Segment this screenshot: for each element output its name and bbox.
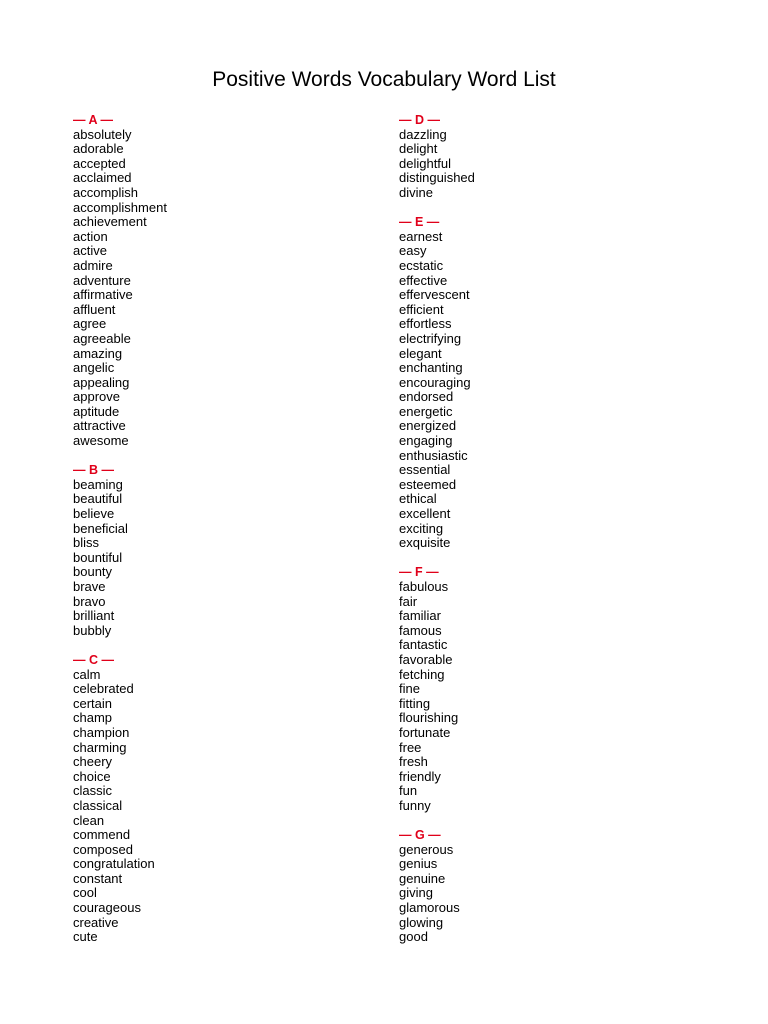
word-item: achievement (73, 214, 147, 230)
word-item: elegant (399, 345, 442, 361)
word-item: genuine (399, 870, 446, 886)
word-item: angelic (73, 360, 115, 376)
word-item: commend (73, 827, 131, 843)
word-item: distinguished (399, 170, 475, 186)
word-item: esteemed (399, 476, 457, 492)
section-header: — C — (73, 652, 114, 667)
word-item: famous (399, 622, 442, 638)
word-item: fair (399, 593, 418, 609)
word-item: composed (73, 841, 133, 857)
word-item: delightful (399, 155, 452, 171)
word-item: ecstatic (399, 257, 444, 273)
word-item: attractive (73, 418, 126, 434)
word-item: efficient (399, 301, 444, 317)
word-item: electrifying (399, 330, 462, 346)
word-item: excellent (399, 506, 451, 522)
word-item: accomplish (73, 184, 139, 200)
letter-section (73, 463, 373, 638)
word-item: genius (399, 856, 438, 872)
word-item: champion (73, 724, 130, 740)
word-item: congratulation (73, 856, 155, 872)
word-item: clean (73, 812, 105, 828)
word-item: delight (399, 141, 438, 157)
word-item: ethical (399, 491, 437, 507)
word-item: glowing (399, 914, 444, 930)
word-column-right (399, 113, 699, 959)
word-item: essential (399, 462, 451, 478)
word-item: amazing (73, 345, 123, 361)
word-item: champ (73, 710, 113, 726)
word-item: easy (399, 243, 427, 259)
word-item: adorable (73, 141, 124, 157)
word-item: exciting (399, 520, 444, 536)
word-item: cheery (73, 754, 113, 770)
word-item: fetching (399, 666, 445, 682)
page-title: Positive Words Vocabulary Word List (212, 68, 556, 91)
word-item: aptitude (73, 403, 120, 419)
word-item: affirmative (73, 287, 133, 303)
word-item: bubbly (73, 622, 112, 638)
word-list (73, 478, 373, 639)
word-item: absolutely (73, 126, 132, 142)
word-item: brave (73, 579, 106, 594)
word-item: bounty (73, 564, 113, 580)
word-list (399, 580, 699, 814)
word-item: creative (73, 914, 119, 930)
word-item: enthusiastic (399, 447, 468, 463)
word-item: calm (73, 666, 101, 682)
word-item: enchanting (399, 360, 463, 376)
word-item: generous (399, 841, 454, 857)
word-item: classic (73, 783, 113, 799)
word-item: familiar (399, 608, 441, 624)
word-item: agree (73, 316, 107, 332)
word-item: bountiful (73, 549, 123, 565)
word-item: effective (399, 272, 448, 288)
word-list (399, 843, 699, 945)
word-item: funny (399, 797, 431, 813)
word-list (73, 668, 373, 945)
word-item: courageous (73, 900, 141, 916)
word-item: exquisite (399, 535, 451, 551)
word-item: cool (73, 885, 97, 901)
word-item: engaging (399, 433, 453, 449)
word-item: acclaimed (73, 170, 132, 186)
word-item: good (399, 929, 428, 945)
word-item: beaming (73, 476, 123, 492)
word-item: effortless (399, 316, 452, 332)
word-item: giving (399, 885, 433, 901)
word-item: agreeable (73, 330, 131, 346)
word-item: energized (399, 418, 457, 434)
section-header: — G — (399, 828, 441, 843)
word-list (399, 128, 699, 201)
word-item: believe (73, 506, 115, 522)
word-item: appealing (73, 374, 130, 390)
word-item: fine (399, 681, 420, 697)
letter-section (399, 215, 699, 551)
word-item: energetic (399, 403, 453, 419)
word-item: divine (399, 184, 433, 200)
word-item: flourishing (399, 710, 459, 726)
word-item: beautiful (73, 491, 123, 507)
word-item: favorable (399, 651, 453, 667)
word-item: fresh (399, 754, 428, 770)
section-header: — E — (399, 215, 440, 230)
word-item: glamorous (399, 900, 460, 916)
word-item: accomplishment (73, 199, 167, 215)
word-item: fun (399, 783, 418, 799)
word-item: accepted (73, 155, 126, 171)
letter-section (399, 828, 699, 945)
word-item: adventure (73, 272, 131, 288)
word-item: fitting (399, 695, 431, 711)
word-item: friendly (399, 768, 441, 784)
word-item: admire (73, 257, 113, 273)
word-item: approve (73, 389, 120, 405)
section-header: — A — (73, 113, 114, 127)
word-item: awesome (73, 433, 129, 449)
word-column-left (73, 113, 373, 959)
word-item: free (399, 739, 422, 755)
word-item: action (73, 228, 108, 244)
word-item: endorsed (399, 389, 454, 405)
word-item: brilliant (73, 608, 115, 624)
word-item: fortunate (399, 724, 451, 740)
word-item: fantastic (399, 637, 448, 653)
word-item: bliss (73, 535, 100, 551)
word-item: celebrated (73, 681, 134, 697)
letter-section (73, 113, 373, 449)
letter-section (73, 653, 373, 945)
section-header: — B — (73, 463, 114, 478)
section-header: — F — (399, 565, 439, 580)
word-list (73, 128, 373, 449)
word-item: classical (73, 797, 123, 813)
word-item: certain (73, 695, 113, 711)
word-item: choice (73, 768, 111, 784)
word-item: affluent (73, 301, 116, 317)
word-item: beneficial (73, 520, 128, 536)
word-item: effervescent (399, 287, 470, 303)
word-list (399, 230, 699, 551)
word-item: cute (73, 929, 98, 945)
word-item: bravo (73, 593, 106, 609)
word-item: dazzling (399, 126, 447, 142)
word-item: charming (73, 739, 127, 755)
word-item: active (73, 243, 107, 259)
section-header: — D — (399, 113, 440, 127)
word-item: earnest (399, 228, 443, 244)
word-item: encouraging (399, 374, 471, 390)
letter-section (399, 113, 699, 201)
word-item: constant (73, 870, 123, 886)
letter-section (399, 565, 699, 813)
word-item: fabulous (399, 579, 449, 594)
